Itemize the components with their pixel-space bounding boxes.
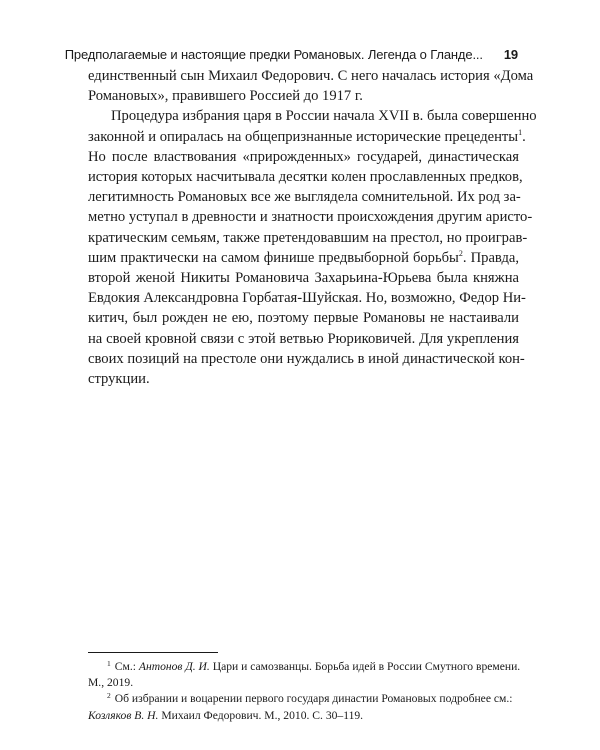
text-line: струкции. xyxy=(88,371,150,388)
footnote-number: 2 xyxy=(107,691,111,701)
text-line: на своей кровной связи с этой ветвью Рюриковичей. Для укрепления xyxy=(88,330,519,347)
footnote-line: Козляков В. Н. Михаил Федорович. М., 2010. С. 30–119. xyxy=(88,708,364,722)
text-line: Евдокия Александровна Горбатая-Шуйская. Но, возможно, Федор Ни- xyxy=(88,290,526,307)
text-line: китич, был рожден не ею, поэтому первые Романовы не настаивали xyxy=(88,310,519,327)
page-number: 19 xyxy=(503,46,518,62)
running-title: Предполагаемые и настоящие предки Романовых. Легенда о Гланде... xyxy=(64,46,483,62)
footnote-divider xyxy=(88,652,218,653)
footnote-number: 1 xyxy=(107,659,111,668)
footnote-ref-2: 2 xyxy=(458,248,463,258)
text-line: Романовых», правившего Россией до 1917 г. xyxy=(88,88,363,105)
body-text xyxy=(88,66,537,389)
text-line: Но после властвования «прирожденных» государей, династическая xyxy=(88,148,519,165)
footnotes xyxy=(88,659,519,724)
footnote-line: $^1$ См.: Антонов Д. И. Цари и самозванцы. Борьба идей в России Смутного времени. xyxy=(107,659,521,673)
text-line: история которых насчитывала десятки колен прославленных предков, xyxy=(88,169,523,186)
text-line: Процедура избрания царя в России начала XVII в. была совершенно xyxy=(111,108,537,125)
footnote-ref-1: 1 xyxy=(518,127,523,137)
footnote-author: Антонов Д. И. xyxy=(138,660,210,673)
paragraph-2 xyxy=(88,106,537,389)
footnote-line: $^2$ Об избрании и воцарении первого государя династии Романовых подробнее см.: xyxy=(107,691,513,706)
text-line: единственный сын Михаил Федорович. С него началась история «Дома xyxy=(88,68,534,84)
footnote-line: М., 2019. xyxy=(88,676,134,690)
text-line: своих позиций на престоле они нуждались в иной династической кон- xyxy=(88,350,525,367)
text-line: легитимность Романовых все же выглядела сомнительной. Их род за- xyxy=(88,189,521,206)
footnote-author: Козляков В. Н. xyxy=(88,708,159,722)
text-line: второй женой Никиты Романовича Захарьина-Юрьева была княжна xyxy=(88,270,519,287)
text-line: законной и опиралась на общепризнанные исторические прецеденты$^1$. xyxy=(88,127,526,145)
text-line: шим практически на самом финише предвыборной борьбы$^2$. Правда, xyxy=(88,248,519,266)
text-line: метно уступал в древности и знатности происхождения другим аристо- xyxy=(88,209,533,226)
footnote-2 xyxy=(88,691,519,723)
text-line: кратическим семьям, также претендовавшим на престол, но проиграв- xyxy=(88,229,528,246)
paragraph-1 xyxy=(88,66,534,106)
running-header xyxy=(64,44,518,64)
footnote-1 xyxy=(88,659,519,691)
